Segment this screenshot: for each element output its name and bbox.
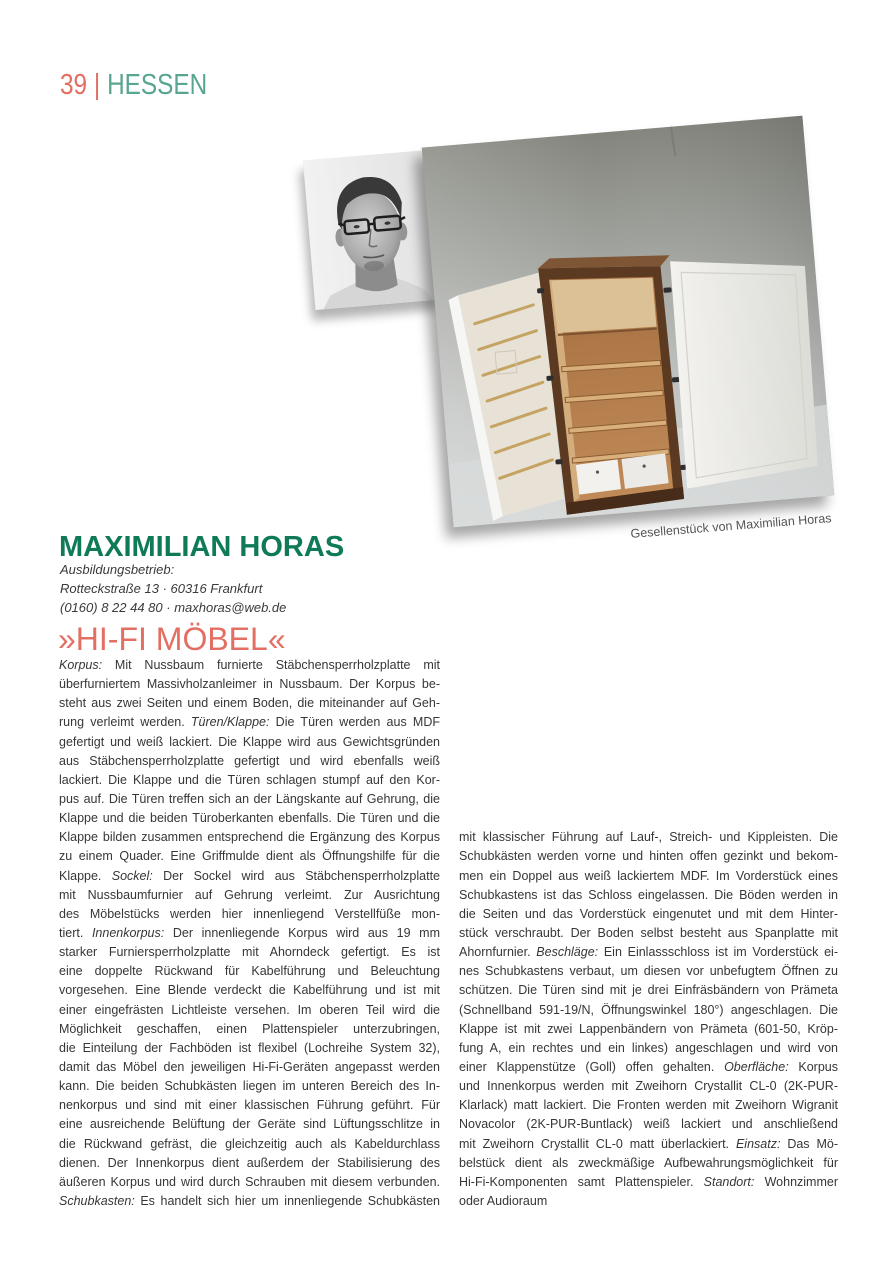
- body-text: gefertigt und weiß lackiert. Die Klappe wird aus Gewichtsgründen: [59, 734, 440, 749]
- body-text: dienen. Der Innenkorpus dient außerdem der Stabilisierung des: [59, 1155, 440, 1170]
- body-column-left: [59, 656, 440, 1211]
- text-line: [59, 694, 440, 713]
- section-label: Beschläge:: [536, 945, 599, 960]
- body-text: steht aus zwei Seiten und einem Boden, die miteinander auf Geh-: [59, 696, 440, 711]
- text-line: [459, 1192, 838, 1211]
- body-text: damit das Möbel den jeweiligen Hi-Fi-Geräten angepasst werden: [59, 1059, 440, 1074]
- section-label: Sockel:: [111, 868, 153, 883]
- body-text: pus auf. Die Türen treffen sich an der Längskante auf Gehrung, die: [59, 791, 440, 806]
- header-separator: |: [93, 69, 101, 101]
- text-line: [459, 1173, 838, 1192]
- line-text: [59, 1117, 440, 1131]
- text-line: [59, 1135, 440, 1154]
- line-text: [459, 1156, 838, 1170]
- text-line: [459, 1115, 838, 1134]
- furniture-photo: [422, 116, 835, 528]
- photo-caption: Gesellenstück von Maximilian Horas: [630, 511, 832, 541]
- section-label: Oberfläche:: [724, 1060, 789, 1075]
- body-text: Ahornfurnier.: [459, 945, 537, 960]
- project-title: »HI-FI MÖBEL«: [58, 621, 286, 657]
- body-text: die Einteilung der Fachböden ist flexibel (Lochreihe System 32),: [59, 1040, 440, 1055]
- line-text: [459, 907, 838, 921]
- body-text: vorgesehen. Eine Blende verdeckt die Kabelführung und ist mit: [59, 983, 440, 998]
- text-line: [59, 1192, 440, 1211]
- company-address: Rotteckstraße 13 · 60316 Frankfurt: [60, 581, 263, 596]
- text-line: [459, 867, 838, 886]
- text-line: [459, 1001, 838, 1020]
- body-text: Möglichkeit geschaffen, einen Plattenspieler unterzubringen,: [59, 1021, 440, 1036]
- line-text: [59, 1194, 440, 1208]
- text-line: [59, 1173, 440, 1192]
- line-text: [459, 926, 838, 940]
- text-line: [459, 828, 838, 847]
- line-text: [59, 773, 440, 787]
- body-text: Der innenliegende Korpus wird aus 19 mm: [164, 925, 440, 940]
- company-label: Ausbildungsbetrieb:: [60, 562, 175, 577]
- section-label: Einsatz:: [735, 1136, 781, 1151]
- text-line: [59, 809, 440, 828]
- section-label: Schubkasten:: [59, 1193, 135, 1208]
- line-text: [459, 1041, 838, 1055]
- body-text: des Möbelstücks werden hier innenliegend Verstellfüße mon-: [59, 906, 440, 921]
- line-text: [459, 983, 838, 997]
- text-line: [459, 1020, 838, 1039]
- line-text: [459, 1194, 547, 1208]
- body-text: Schubkästen werden vorne und hinten offen gezinkt und bekom-: [459, 849, 838, 864]
- body-text: zu einem Quader. Eine Griffmulde dient als Öffnungshilfe für die: [59, 849, 440, 864]
- body-text: belstück dient als zweckmäßige Aufbewahrungsmöglichkeit für: [459, 1155, 838, 1170]
- body-text: aus Stäbchensperrholzplatte gefertigt und wird ebenfalls weiß: [59, 753, 440, 768]
- text-line: [59, 981, 440, 1000]
- line-text: [459, 1137, 838, 1151]
- text-line: [59, 752, 440, 771]
- body-text: Es handelt sich hier um innenliegende Schubkästen: [134, 1193, 440, 1208]
- body-text: schützen. Die Türen sind mit je drei Einfräsbändern von Prämeta: [459, 983, 838, 998]
- text-line: [459, 962, 838, 981]
- line-text: [59, 1060, 440, 1074]
- body-text: Klappe bilden zusammen entsprechend die Ergänzung des Korpus: [59, 830, 440, 845]
- text-line: [59, 656, 440, 675]
- line-text: [459, 849, 838, 863]
- line-text: [59, 754, 440, 768]
- body-text: äußeren Korpus und wird durch Schrauben mit diesem verbunden.: [59, 1174, 440, 1189]
- text-line: [459, 847, 838, 866]
- line-text: [59, 907, 440, 921]
- body-text: eine ausreichende Belüftung der Geräte sind Lüftungsschlitze in: [59, 1117, 440, 1132]
- body-text: eine doppelte Rückwand für Kabelführung und Beleuchtung: [59, 964, 440, 979]
- text-line: [459, 924, 838, 943]
- body-text: Mit Nussbaum furnierte Stäbchensperrholzplatte mit: [102, 658, 440, 672]
- body-text: Ein Einlassschloss ist im Vorderstück ei-: [598, 945, 838, 960]
- body-text: Schubkastens ist das Schloss eingelassen. Die Böden werden in: [459, 887, 838, 902]
- line-text: [459, 1079, 838, 1093]
- text-line: [459, 1058, 838, 1077]
- line-text: [59, 869, 440, 883]
- line-text: [59, 888, 440, 902]
- text-line: [59, 943, 440, 962]
- body-text: oder Audioraum: [459, 1194, 548, 1209]
- text-line: [59, 1077, 440, 1096]
- line-text: [459, 1060, 838, 1074]
- text-line: [59, 905, 440, 924]
- text-line: [59, 713, 440, 732]
- line-text: [59, 1041, 440, 1055]
- line-text: [459, 1117, 838, 1131]
- body-text: rung verleimt werden.: [59, 715, 191, 730]
- page-header: [60, 71, 207, 100]
- portrait-image: [303, 150, 440, 310]
- body-text: die Rückwand gefräst, die gleichzeitig auch als Kabeldurchlass: [59, 1136, 440, 1151]
- text-line: [59, 886, 440, 905]
- text-line: [459, 981, 838, 1000]
- line-text: [59, 945, 440, 959]
- body-text: und Innenkorpus werden mit Zweihorn Crystallit CL-0 (2K-PUR-: [459, 1079, 838, 1094]
- line-text: [59, 1156, 440, 1170]
- text-line: [59, 790, 440, 809]
- author-contact: (0160) 8 22 44 80 · maxhoras@web.de: [60, 600, 287, 615]
- body-text: kann. Die beiden Schubkästen liegen im unteren Bereich des In-: [59, 1079, 440, 1094]
- line-text: [59, 735, 440, 749]
- line-text: [59, 792, 440, 806]
- line-text: [59, 983, 440, 997]
- text-line: [459, 905, 838, 924]
- body-text: Klappe.: [59, 868, 112, 883]
- body-text: nes Schubkastens verbaut, um diesen vor unbefugtem Öffnen zu: [459, 964, 838, 979]
- line-text: [59, 658, 440, 672]
- text-line: [59, 675, 440, 694]
- line-text: [459, 1022, 838, 1036]
- section-label: Türen/Klappe:: [190, 715, 270, 730]
- body-text: überfurniertem Massivholzanleimer in Nussbaum. Der Korpus be-: [59, 677, 440, 692]
- line-text: [459, 830, 838, 844]
- text-line: [59, 962, 440, 981]
- line-text: [59, 926, 440, 940]
- line-text: [59, 849, 440, 863]
- body-text: Korpus: [788, 1060, 838, 1075]
- body-text: Novacolor (2K-PUR-Buntlack) weiß lackiert und anschließend: [459, 1117, 838, 1132]
- line-text: [59, 1175, 440, 1189]
- body-text: men ein Doppel aus weiß lackiertem MDF. Im Vorderstück eines: [459, 868, 838, 883]
- text-line: [59, 771, 440, 790]
- line-text: [459, 1098, 838, 1112]
- body-column-right: [459, 828, 838, 1211]
- line-text: [59, 696, 440, 710]
- top-flap: [552, 272, 657, 335]
- line-text: [59, 1079, 440, 1093]
- text-line: [459, 1096, 838, 1115]
- line-text: [59, 677, 440, 691]
- body-text: mit Nussbaumfurnier auf Gehrung verleimt. Zur Ausrichtung: [59, 887, 440, 902]
- text-line: [59, 924, 440, 943]
- body-text: Wohnzimmer: [754, 1174, 838, 1189]
- text-line: [59, 1020, 440, 1039]
- body-text: Klappe und die beiden Türoberkanten ebenfalls. Die Türen und die: [59, 811, 440, 826]
- text-line: [59, 1154, 440, 1173]
- line-text: [59, 1022, 440, 1036]
- line-text: [59, 964, 440, 978]
- line-text: [459, 1175, 838, 1189]
- line-text: [59, 715, 440, 729]
- text-line: [59, 828, 440, 847]
- text-line: [459, 1154, 838, 1173]
- text-line: [459, 943, 838, 962]
- body-text: Hi-Fi-Komponenten samt Plattenspieler.: [459, 1174, 704, 1189]
- text-line: [59, 733, 440, 752]
- body-text: tiert.: [59, 925, 92, 940]
- body-text: einer eingefrästen Lichtleiste versehen. Im oberen Teil wird die: [59, 1002, 440, 1017]
- page-number: 39: [60, 69, 88, 101]
- line-text: [59, 811, 440, 825]
- text-line: [459, 886, 838, 905]
- body-text: (Schnellband 591-19/N, Öffnungswinkel 180°) angeschlagen. Die: [459, 1002, 838, 1017]
- body-text: stück verschraubt. Der Boden selbst besteht aus Spanplatte mit: [459, 926, 838, 941]
- line-text: [459, 869, 838, 883]
- line-text: [59, 1003, 440, 1017]
- body-text: mit Zweihorn Crystallit CL-0 matt überlackiert.: [459, 1136, 736, 1151]
- line-text: [59, 1137, 440, 1151]
- text-line: [59, 1058, 440, 1077]
- text-line: [459, 1077, 838, 1096]
- text-line: [59, 847, 440, 866]
- right-door: [668, 250, 823, 489]
- line-text: [59, 830, 440, 844]
- text-line: [459, 1135, 838, 1154]
- text-line: [459, 1039, 838, 1058]
- line-text: [59, 1098, 440, 1112]
- author-name: MAXIMILIAN HORAS: [59, 530, 345, 563]
- section-label: Standort:: [703, 1174, 755, 1189]
- body-text: starker Furniersperrholzplatte mit Ahorndeck gefertigt. Es ist: [59, 945, 440, 960]
- text-line: [59, 1001, 440, 1020]
- section-label: Korpus:: [59, 658, 103, 672]
- text-line: [59, 1115, 440, 1134]
- body-text: fung A, ein rechtes und ein linkes) angeschlagen und wird von: [459, 1040, 838, 1055]
- body-text: mit klassischer Führung auf Lauf-, Streich- und Kippleisten. Die: [459, 830, 838, 845]
- text-line: [59, 1096, 440, 1115]
- line-text: [459, 945, 838, 959]
- body-text: Die Türen werden aus MDF: [269, 715, 440, 730]
- author-details: [60, 560, 286, 617]
- section-label: Innenkorpus:: [91, 925, 165, 940]
- body-text: lackiert. Die Klappe und die Türen schlagen stumpf auf den Kor-: [59, 772, 440, 787]
- furniture-image: [422, 116, 835, 528]
- body-text: Das Mö-: [780, 1136, 838, 1151]
- body-text: nenkorpus und sind mit einer klassischen Führung geführt. Für: [59, 1098, 440, 1113]
- body-text: Klarlack) matt lackiert. Die Fronten werden mit Zweihorn Wigranit: [459, 1098, 838, 1113]
- text-line: [59, 867, 440, 886]
- body-text: einer Klappenstütze (Goll) offen gehalten.: [459, 1060, 725, 1075]
- text-line: [59, 1039, 440, 1058]
- body-text: Der Sockel wird aus Stäbchensperrholzplatte: [152, 868, 441, 883]
- portrait-photo: [303, 150, 440, 310]
- body-text: Klappe ist mit zwei Lappenbändern von Prämeta (601-50, Kröp-: [459, 1021, 838, 1036]
- line-text: [459, 1003, 838, 1017]
- line-text: [459, 964, 838, 978]
- body-text: die Seiten und das Vorderstück eingenutet und mit dem Hinter-: [459, 906, 838, 921]
- line-text: [459, 888, 838, 902]
- region-label: HESSEN: [107, 69, 208, 101]
